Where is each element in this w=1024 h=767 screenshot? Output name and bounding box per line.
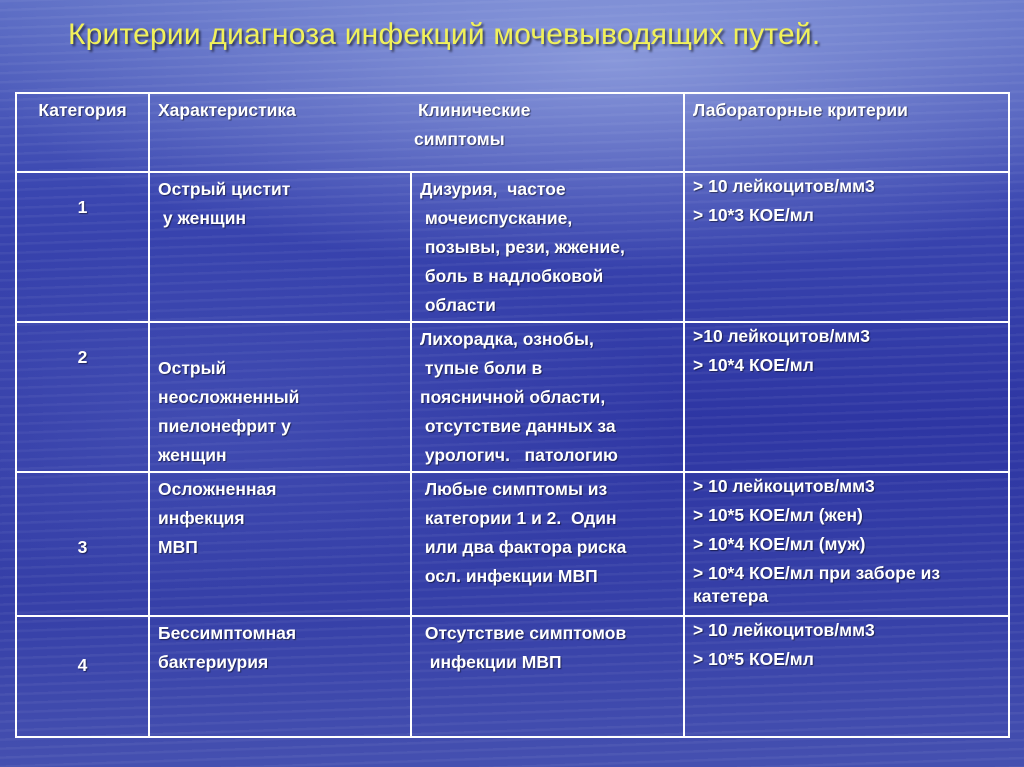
row1-sym-line: мочеиспускание,	[420, 208, 573, 228]
row1-lab-line: > 10 лейкоцитов/мм3	[693, 176, 875, 196]
row4-symptoms	[411, 616, 684, 737]
row4-sym-line: Отсутствие симптомов	[420, 623, 627, 643]
row4-lab-line: > 10*5 КОЕ/мл	[693, 649, 814, 669]
row2-lab	[684, 322, 1009, 472]
row1-sym-line: позывы, рези, жжение,	[420, 237, 625, 257]
row3-char-line: инфекция	[158, 508, 245, 528]
row4-char-line: Бессимптомная	[158, 623, 297, 643]
row3-char-line: МВП	[158, 537, 198, 557]
row1-sym-line: боль в надлобковой	[420, 266, 604, 286]
row2-lab-line: >10 лейкоцитов/мм3	[693, 326, 870, 346]
row3-lab-line: > 10*5 КОЕ/мл (жен)	[693, 505, 863, 525]
row2-sym-line: поясничной области,	[420, 387, 606, 407]
row3-characteristic	[149, 472, 411, 616]
row3-lab-line: > 10 лейкоцитов/мм3	[693, 476, 875, 496]
row3-lab-line: > 10*4 КОЕ/мл (муж)	[693, 534, 866, 554]
row4-lab	[684, 616, 1009, 737]
row2-sym-line: тупые боли в	[420, 358, 543, 378]
header-characteristic-symptoms	[149, 93, 684, 172]
criteria-table	[15, 92, 1010, 738]
row1-lab	[684, 172, 1009, 322]
row1-char-line: Острый цистит	[158, 179, 291, 199]
row4-char-line: бактериурия	[158, 652, 269, 672]
row2-category	[16, 322, 149, 472]
row3-category-value: 3	[77, 537, 88, 557]
row1-category-value: 1	[77, 197, 88, 217]
table-row	[16, 172, 1009, 322]
row2-characteristic	[149, 322, 411, 472]
row4-category	[16, 616, 149, 737]
row2-lab-line: > 10*4 КОЕ/мл	[693, 355, 814, 375]
row1-characteristic	[149, 172, 411, 322]
slide-title: Критерии диагноза инфекций мочевыводящих путей.	[68, 18, 821, 51]
row3-sym-line: Любые симптомы из	[420, 479, 608, 499]
table-row	[16, 616, 1009, 737]
row4-sym-line: инфекции МВП	[420, 652, 562, 672]
row4-category-value: 4	[77, 655, 88, 675]
row1-lab-line: > 10*3 КОЕ/мл	[693, 205, 814, 225]
header-symptoms-label-1: Клинические	[418, 100, 531, 120]
header-characteristic-label: Характеристика	[158, 100, 296, 120]
row1-sym-line: Дизурия, частое	[420, 179, 566, 199]
row1-char-line: у женщин	[158, 208, 247, 228]
header-symptoms-label-2: симптомы	[414, 129, 505, 149]
row3-category	[16, 472, 149, 616]
row2-char-line: неосложненный	[158, 387, 300, 407]
table-row	[16, 322, 1009, 472]
header-lab	[684, 93, 1009, 172]
row2-symptoms	[411, 322, 684, 472]
header-lab-label: Лабораторные критерии	[693, 100, 908, 120]
table-row	[16, 472, 1009, 616]
row3-symptoms	[411, 472, 684, 616]
row1-sym-line: области	[420, 295, 496, 315]
row2-char-line: женщин	[158, 445, 227, 465]
row2-char-line: пиелонефрит у	[158, 416, 291, 436]
row2-char-line	[158, 325, 402, 354]
header-category-label: Категория	[38, 100, 127, 120]
row2-sym-line: Лихорадка, ознобы,	[420, 329, 594, 349]
row3-lab	[684, 472, 1009, 616]
row2-category-value: 2	[77, 347, 88, 367]
row3-lab-line: > 10*4 КОЕ/мл при заборе из катетера	[693, 563, 941, 606]
row1-symptoms	[411, 172, 684, 322]
row4-lab-line: > 10 лейкоцитов/мм3	[693, 620, 875, 640]
row3-sym-line: категории 1 и 2. Один	[420, 508, 617, 528]
row2-sym-line: урологич. патологию	[420, 445, 619, 465]
row2-sym-line: отсутствие данных за	[420, 416, 616, 436]
row3-char-line: Осложненная	[158, 479, 277, 499]
row1-category	[16, 172, 149, 322]
row4-characteristic	[149, 616, 411, 737]
row3-sym-line: осл. инфекции МВП	[420, 566, 598, 586]
row2-char-line: Острый	[158, 358, 227, 378]
header-category	[16, 93, 149, 172]
table-header-row	[16, 93, 1009, 172]
row3-sym-line: или два фактора риска	[420, 537, 627, 557]
